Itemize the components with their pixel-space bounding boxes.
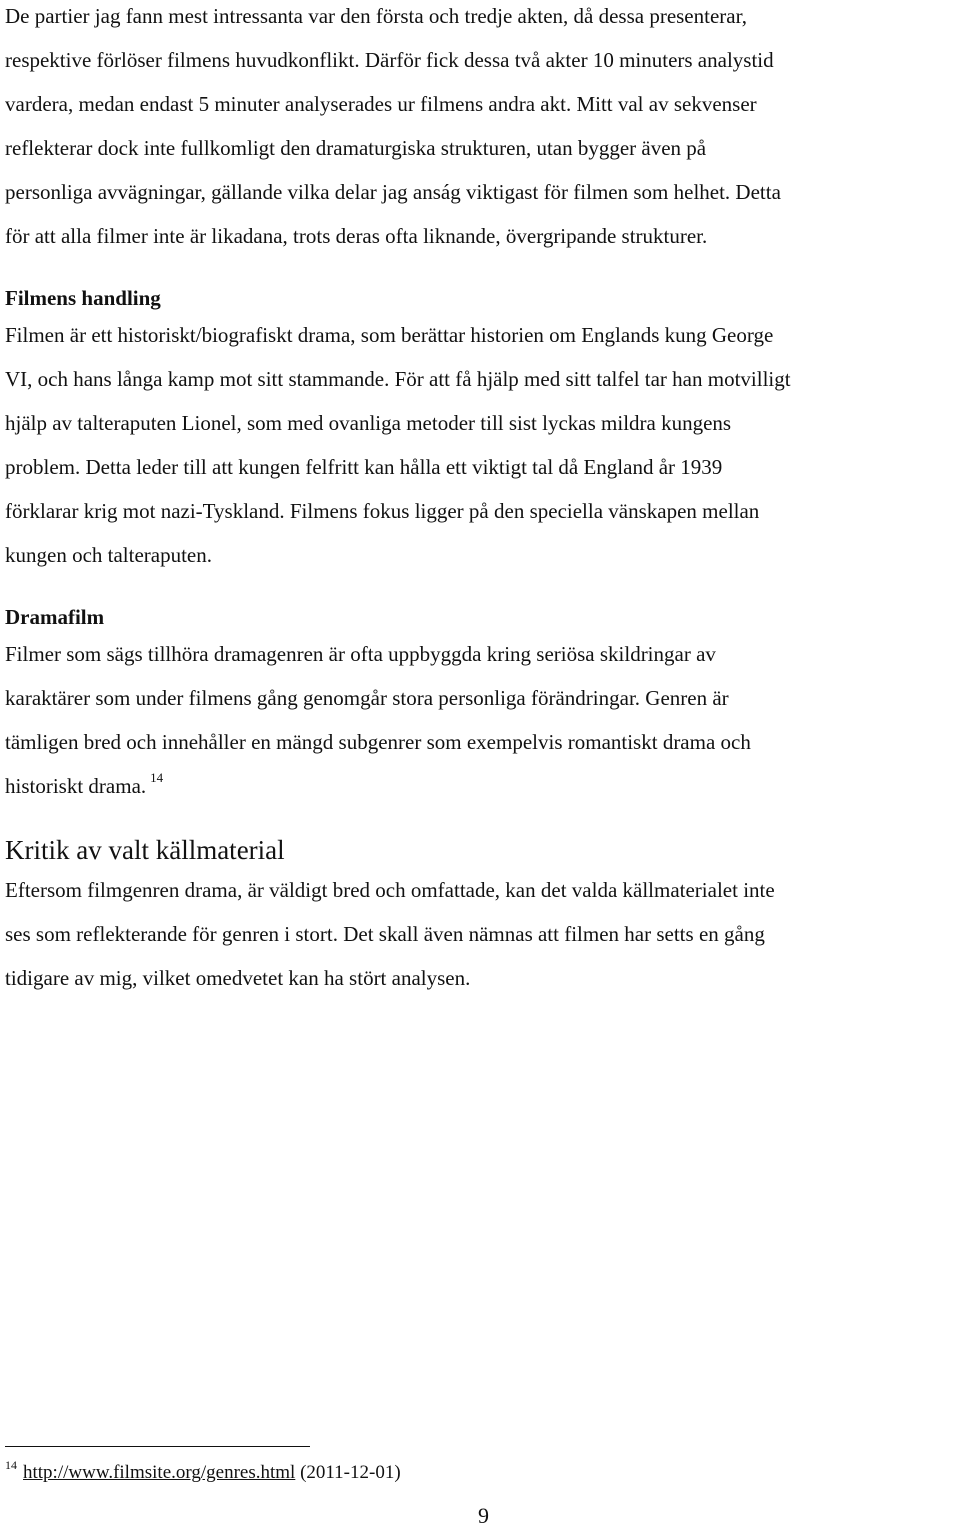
text-line-content: historiskt drama.: [5, 774, 147, 798]
footnote-divider: [5, 1446, 310, 1447]
section-heading: Dramafilm: [5, 605, 105, 629]
section-heading: Kritik av valt källmaterial: [5, 835, 285, 865]
text-line: De partier jag fann mest intressanta var den första och tredje akten, då dessa presenterar,: [5, 4, 748, 28]
section-heading: Filmens handling: [5, 286, 161, 310]
text-line: Filmen är ett historiskt/biografiskt drama, som berättar historien om Englands kung George: [5, 323, 774, 347]
text-line: ses som reflekterande för genren i stort. Det skall även nämnas att filmen har setts en gång: [5, 922, 765, 946]
footnote-number: 14: [5, 1458, 17, 1472]
text-line: för att alla filmer inte är likadana, trots deras ofta liknande, övergripande strukturer.: [5, 224, 708, 248]
text-line: förklarar krig mot nazi-Tyskland. Filmens fokus ligger på den speciella vänskapen mellan: [5, 499, 760, 523]
text-line: respektive förlöser filmens huvudkonflikt. Därför fick dessa två akter 10 minuters analystid: [5, 48, 774, 72]
text-line: karaktärer som under filmens gång genomgår stora personliga förändringar. Genren är: [5, 686, 729, 710]
text-line: reflekterar dock inte fullkomligt den dramaturgiska strukturen, utan bygger även på: [5, 136, 707, 160]
text-line: kungen och talteraputen.: [5, 543, 213, 567]
page-number: 9: [478, 1503, 489, 1528]
text-line: personliga avvägningar, gällande vilka delar jag anság viktigast för filmen som helhet. Detta: [5, 180, 781, 204]
text-line: Filmer som sägs tillhöra dramagenren är ofta uppbyggda kring seriösa skildringar av: [5, 642, 716, 666]
text-line: VI, och hans långa kamp mot sitt stammande. För att få hjälp med sitt talfel tar han motvilligt: [5, 367, 791, 391]
text-line: tidigare av mig, vilket omedvetet kan ha stört analysen.: [5, 966, 471, 990]
footnote-link[interactable]: http://www.filmsite.org/genres.html: [23, 1462, 296, 1483]
text-line: problem. Detta leder till att kungen felfritt kan hålla ett viktigt tal då England år 1939: [5, 455, 723, 479]
text-line: hjälp av talteraputen Lionel, som med ovanliga metoder till sist lyckas mildra kungens: [5, 411, 732, 435]
footnote-reference[interactable]: 14: [150, 770, 164, 785]
text-line: vardera, medan endast 5 minuter analyserades ur filmens andra akt. Mitt val av sekvenser: [5, 92, 757, 116]
footnote-date: (2011-12-01): [295, 1462, 401, 1483]
text-line: Eftersom filmgenren drama, är väldigt bred och omfattade, kan det valda källmaterialet inte: [5, 878, 775, 902]
footnote: [5, 1458, 401, 1486]
text-line: [5, 770, 164, 802]
text-line: tämligen bred och innehåller en mängd subgenrer som exempelvis romantiskt drama och: [5, 730, 751, 754]
